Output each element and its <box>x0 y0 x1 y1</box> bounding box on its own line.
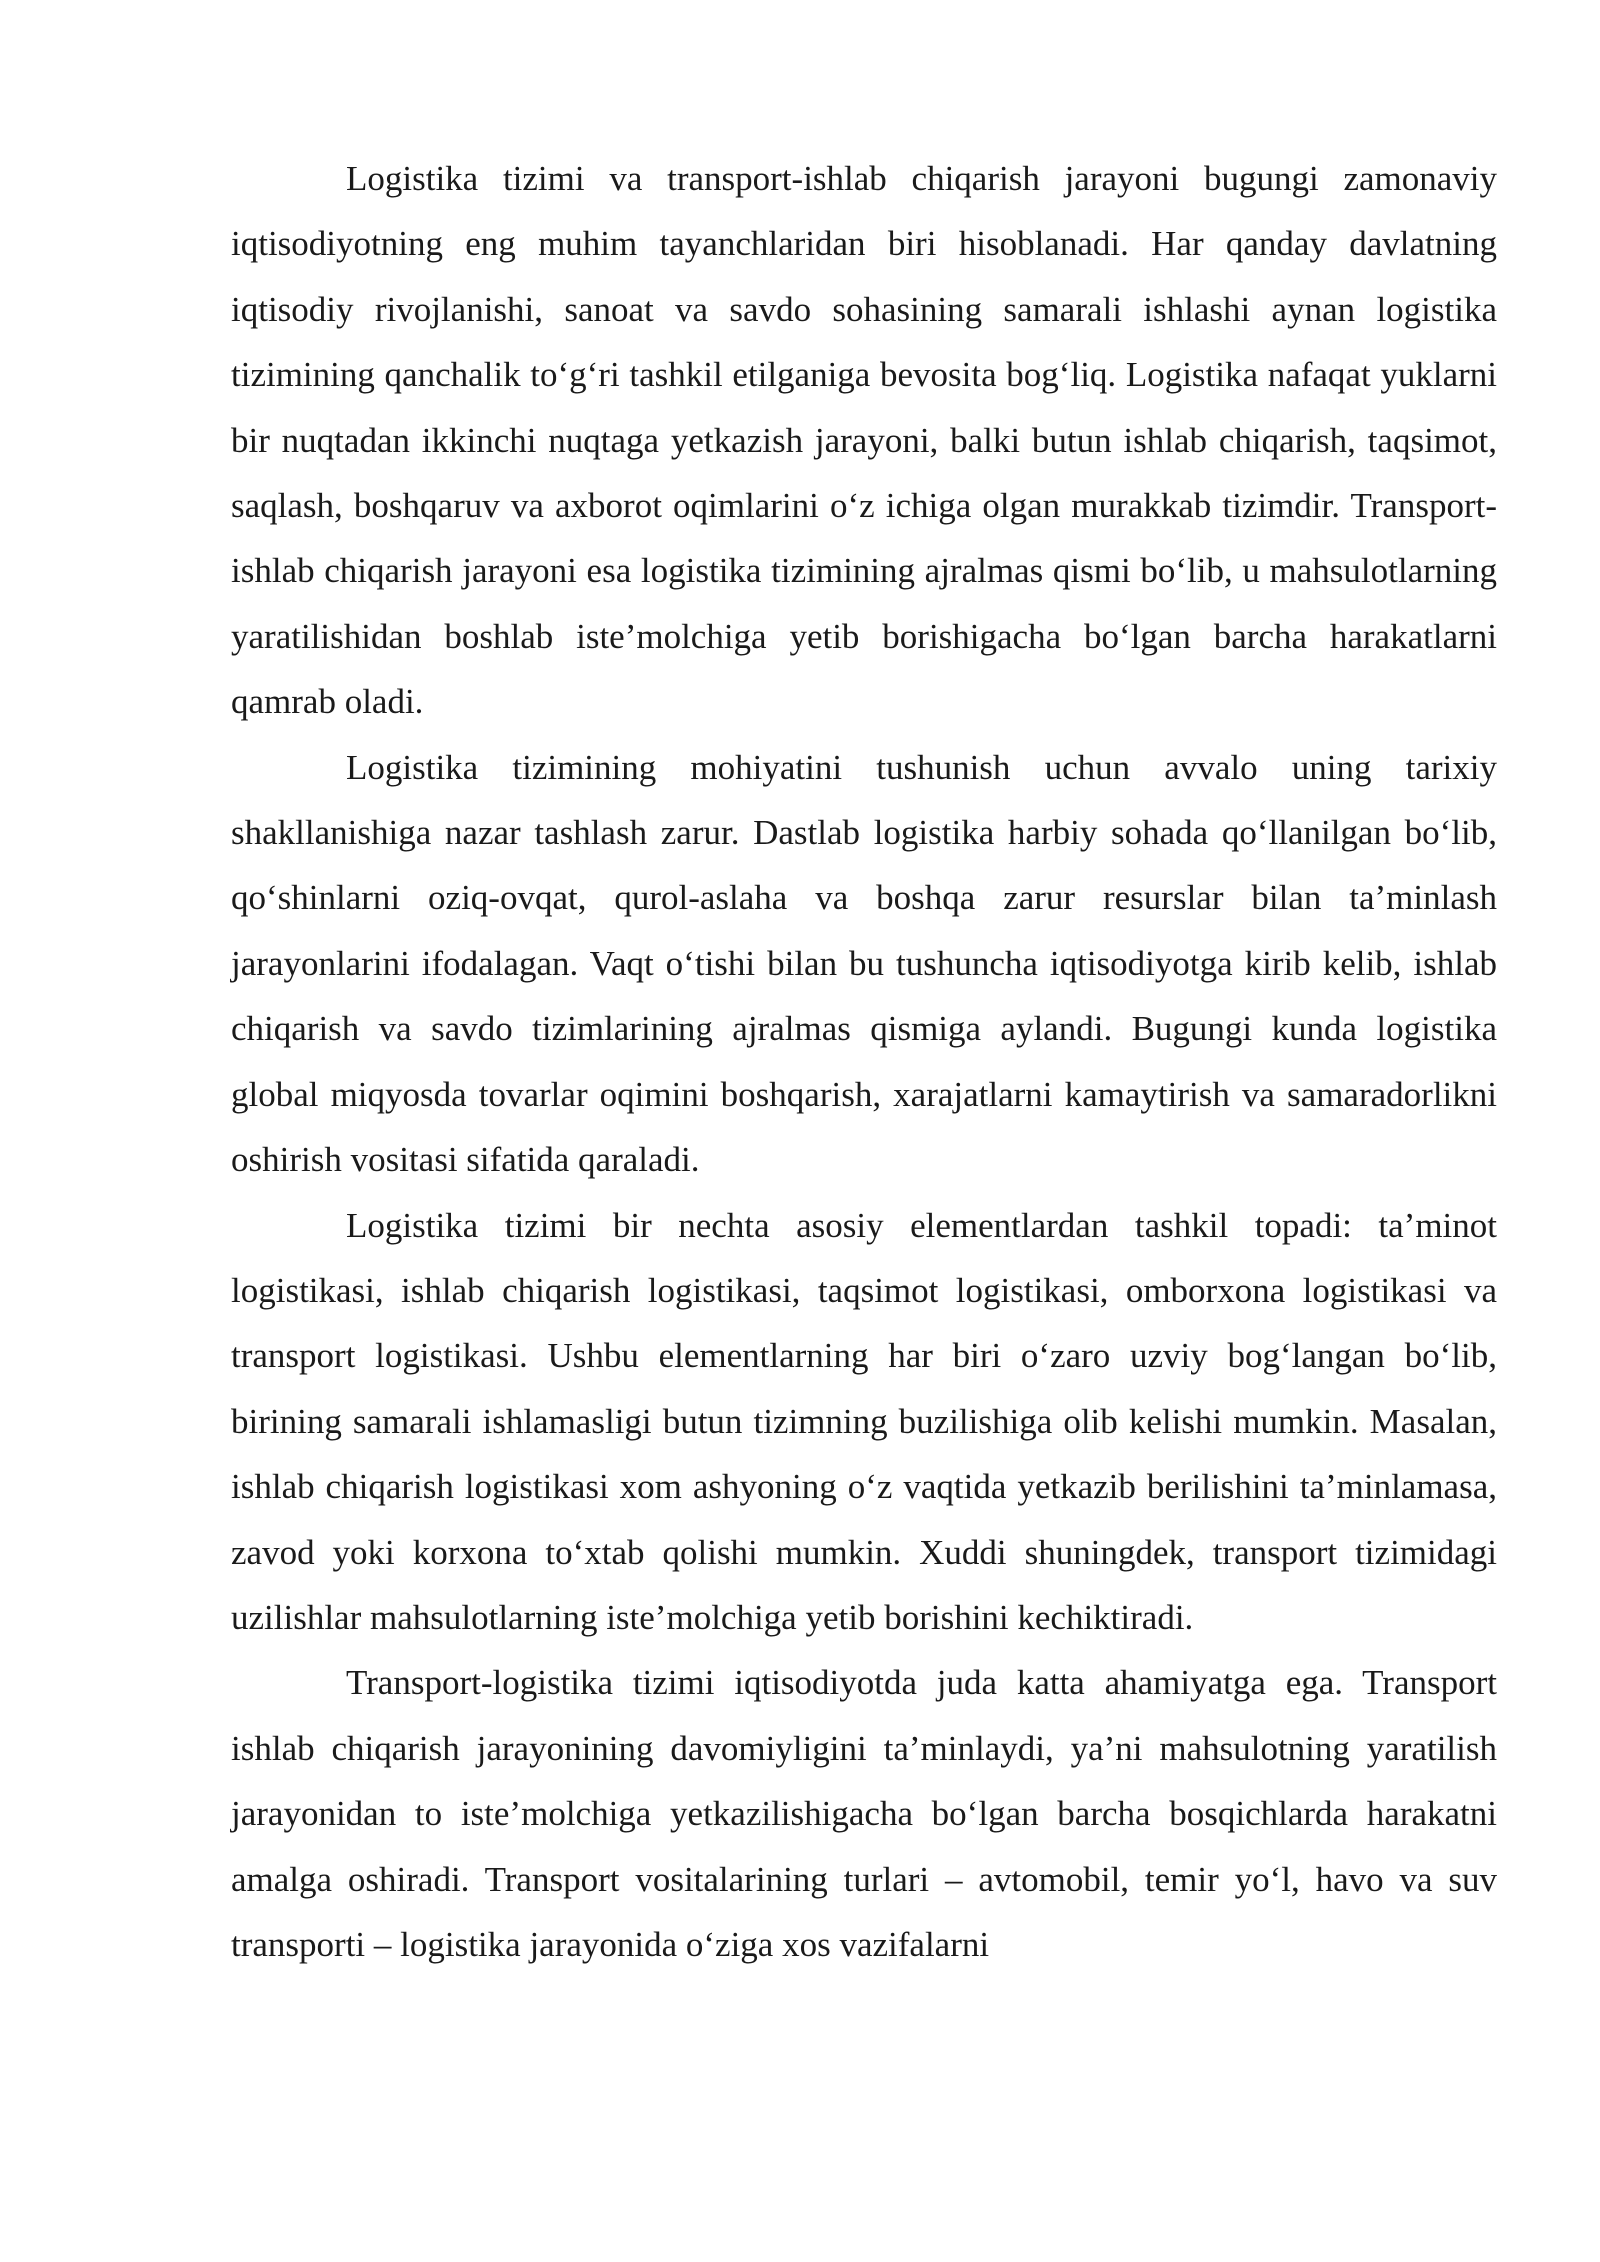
paragraph: Transport-logistika tizimi iqtisodiyotda juda katta ahamiyatga ega. Transport ishlab chiqarish jarayonining davomiyligini ta’minlaydi, ya’ni mahsulotning yaratilish jarayonidan to iste’molchiga yetkazilishigacha bo‘lgan barcha bosqichlarda harakatni amalga oshiradi. Transport vositalarining turlari – avtomobil, temir yo‘l, havo va suv transporti – logistika jarayonida o‘ziga xos vazifalarni <box>231 1663 1497 1964</box>
paragraph: Logistika tizimi va transport-ishlab chiqarish jarayoni bugungi zamonaviy iqtisodiyotning eng muhim tayanchlaridan biri hisoblanadi. Har qanday davlatning iqtisodiy rivojlanishi, sanoat va savdo sohasining samarali ishlashi aynan logistika tizimining qanchalik to‘g‘ri tashkil etilganiga bevosita bog‘liq. Logistika nafaqat yuklarni bir nuqtadan ikkinchi nuqtaga yetkazish jarayoni, balki butun ishlab chiqarish, taqsimot, saqlash, boshqaruv va axborot oqimlarini o‘z ichiga olgan murakkab tizimdir. Transport-ishlab chiqarish jarayoni esa logistika tizimining ajralmas qismi bo‘lib, u mahsulotlarning yaratilishidan boshlab iste’molchiga yetib borishigacha bo‘lgan barcha harakatlarni qamrab oladi. <box>231 159 1497 722</box>
body-text <box>231 146 1497 1977</box>
paragraph: Logistika tizimi bir nechta asosiy elementlardan tashkil topadi: ta’minot logistikasi, ishlab chiqarish logistikasi, taqsimot logistikasi, omborxona logistikasi va transport logistikasi. Ushbu elementlarning har biri o‘zaro uzviy bog‘langan bo‘lib, birining samarali ishlamasligi butun tizimning buzilishiga olib kelishi mumkin. Masalan, ishlab chiqarish logistikasi xom ashyoning o‘z vaqtida yetkazib berilishini ta’minlamasa, zavod yoki korxona to‘xtab qolishi mumkin. Xuddi shuningdek, transport tizimidagi uzilishlar mahsulotlarning iste’molchiga yetib borishini kechiktiradi. <box>231 1205 1497 1637</box>
paragraph: Logistika tizimining mohiyatini tushunish uchun avvalo uning tarixiy shakllanishiga nazar tashlash zarur. Dastlab logistika harbiy sohada qo‘llanilgan bo‘lib, qo‘shinlarni oziq-ovqat, qurol-aslaha va boshqa zarur resurslar bilan ta’minlash jarayonlarini ifodalagan. Vaqt o‘tishi bilan bu tushuncha iqtisodiyotga kirib kelib, ishlab chiqarish va savdo tizimlarining ajralmas qismiga aylandi. Bugungi kunda logistika global miqyosda tovarlar oqimini boshqarish, xarajatlarni kamaytirish va samaradorlikni oshirish vositasi sifatida qaraladi. <box>231 747 1497 1180</box>
